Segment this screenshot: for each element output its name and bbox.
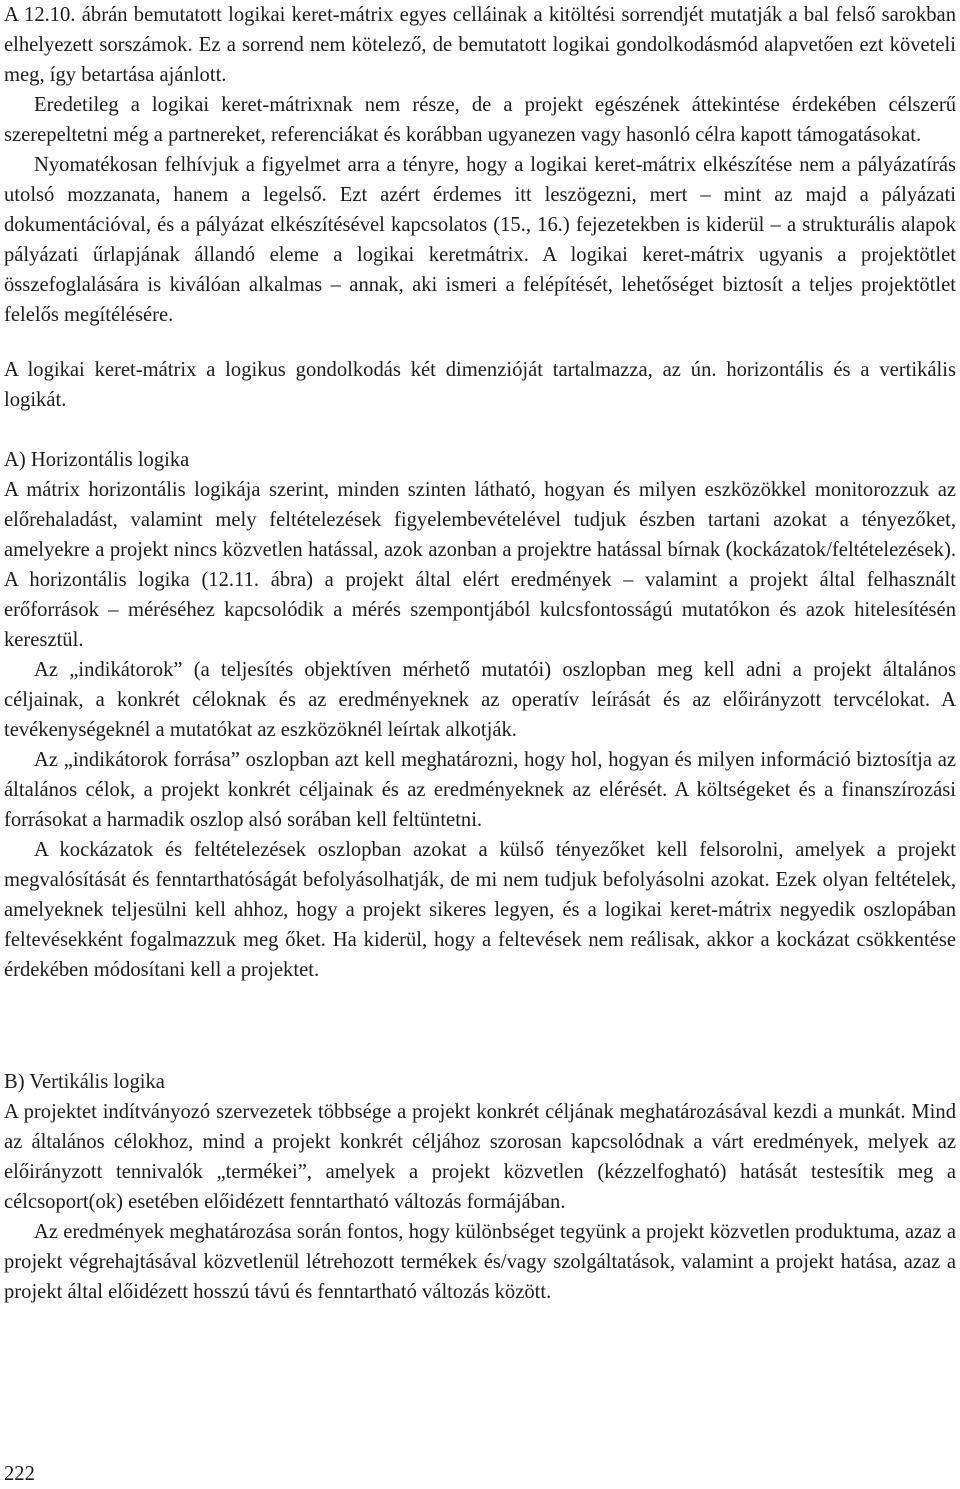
page-number: 222 bbox=[4, 1463, 35, 1485]
paragraph-intro: A 12.10. ábrán bemutatott logikai keret-mátrix egyes celláinak a kitöltési sorrendjét mutatják a bal felső sarokban elhelyezett sorszámok. Ez a sorrend nem kötelező, de bemutatott logikai gondolkodásmód alapvetően ezt követeli meg, így betartása ajánlott. bbox=[4, 4, 956, 86]
paragraph-horizontal-logic: A mátrix horizontális logikája szerint, minden szinten látható, hogyan és milyen eszközökkel monitorozzuk az előrehaladást, valamint mely feltételezések figyelembevételével tudjuk észben tartani azokat a tényezőket, amelyekre a projekt nincs közvetlen hatással, azok azonban a projektre hatással bírnak (kockázatok/feltételezések). A horizontális logika (12.11. ábra) a projekt által elért eredmények – valamint a projekt által felhasznált erőforrások – méréséhez kapcsolódik a mérés szempontjából kulcsfontosságú mutatókon és azok hitelesítésén keresztül. bbox=[4, 479, 956, 651]
paragraph-partners: Eredetileg a logikai keret-mátrixnak nem része, de a projekt egészének áttekintése érdekében célszerű szerepeltetni még a partnereket, referenciákat és korábban ugyanezen vagy hasonló célra kapott támogatásokat. bbox=[4, 94, 956, 146]
paragraph-emphasis: Nyomatékosan felhívjuk a figyelmet arra a tényre, hogy a logikai keret-mátrix elkészítése nem a pályázatírás utolsó mozzanata, hanem a legelső. Ezt azért érdemes itt leszögezni, mert – mint az majd a pályázati dokumentációval, és a pályázat elkészítésével kapcsolatos (15., 16.) fejezetekben is kiderül – a strukturális alapok pályázati űrlapjának állandó eleme a logikai keretmátrix. A logikai keret-mátrix ugyanis a projektötlet összefoglalására is kiválóan alkalmas – annak, aki ismeri a felépítését, lehetőséget biztosít a teljes projektötlet felelős megítélésére. bbox=[4, 154, 956, 326]
paragraph-results: Az eredmények meghatározása során fontos, hogy különbséget tegyünk a projekt közvetlen produktuma, azaz a projekt végrehajtásával közvetlenül létrehozott termékek és/vagy szolgáltatások, valamint a projekt hatása, azaz a projekt által előidézett hosszú távú és fenntartható változás között. bbox=[4, 1221, 956, 1303]
paragraph-dimensions: A logikai keret-mátrix a logikus gondolkodás két dimenzióját tartalmazza, az ún. horizontális és a vertikális logikát. bbox=[4, 359, 956, 411]
section-heading-horizontal: A) Horizontális logika bbox=[4, 449, 190, 471]
document-page bbox=[4, 0, 956, 1307]
paragraph-indicator-sources: Az „indikátorok forrása” oszlopban azt kell meghatározni, hogy hol, hogyan és milyen információ biztosítja az általános célok, a projekt konkrét céljainak és az eredményeknek az elérését. A költségeket és a finanszírozási forrásokat a harmadik oszlop alsó sorában kell feltüntetni. bbox=[4, 749, 956, 831]
paragraph-indicators: Az „indikátorok” (a teljesítés objektíven mérhető mutatói) oszlopban meg kell adni a projekt általános céljainak, a konkrét céloknak és az eredményeknek az operatív leírását és az előirányzott tervcélokat. A tevékenységeknél a mutatókat az eszközöknél leírtak alkotják. bbox=[4, 659, 956, 741]
section-heading-vertical: B) Vertikális logika bbox=[4, 1071, 165, 1093]
paragraph-vertical-logic: A projektet indítványozó szervezetek többsége a projekt konkrét céljának meghatározásával kezdi a munkát. Mind az általános célokhoz, mind a projekt konkrét céljához szorosan kapcsolódnak a várt eredmények, melyek az előirányzott tennivalók „termékei”, amelyek a projekt közvetlen (kézzelfogható) hatását testesítik meg a célcsoport(ok) esetében előidézett fenntartható változás formájában. bbox=[4, 1101, 956, 1213]
paragraph-risks: A kockázatok és feltételezések oszlopban azokat a külső tényezőket kell felsorolni, amelyek a projekt megvalósítását és fenntarthatóságát befolyásolhatják, de mi nem tudjuk befolyásolni azokat. Ezek olyan feltételek, amelyeknek teljesülni kell ahhoz, hogy a projekt sikeres legyen, és a logikai keret-mátrix negyedik oszlopában feltevésekként fogalmazzuk meg őket. Ha kiderül, hogy a feltevések nem reálisak, akkor a kockázat csökkentése érdekében módosítani kell a projektet. bbox=[4, 839, 956, 981]
